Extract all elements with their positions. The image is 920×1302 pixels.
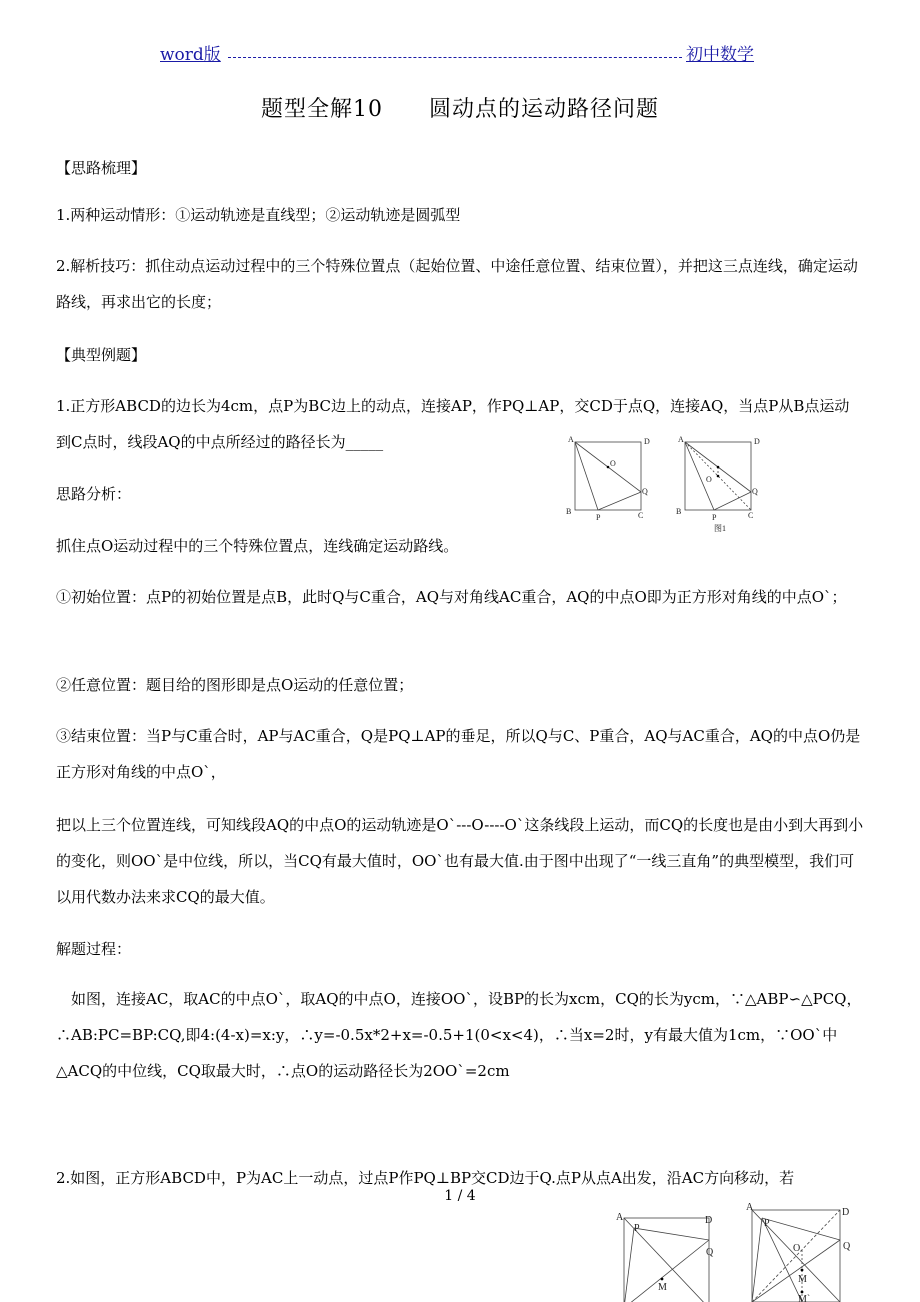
fig2-label-b: B — [676, 507, 682, 516]
paragraph-point-2: 2.解析技巧：抓住动点运动过程中的三个特殊位置点（起始位置、中途任意位置、结束位置），并把这三点连线，确定运动路线，再求出它的长度； — [56, 257, 858, 311]
solution-label: 解题过程： — [56, 940, 132, 958]
fig1-label-p: P — [596, 513, 601, 522]
page-title: 题型全解10 圆动点的运动路径问题 — [261, 97, 659, 122]
analysis-label: 思路分析： — [56, 485, 132, 503]
analysis-step-3: ③结束位置：当P与C重合时，AP与AC重合，Q是PQ⊥AP的垂足，所以Q与C、P重合，AQ与AC重合，AQ的中点O仍是正方形对角线的中点O`， — [56, 727, 861, 781]
figure-square-3 — [612, 1206, 724, 1302]
fig3-label-d: D — [705, 1215, 713, 1226]
header-right-link[interactable]: 初中数学 — [686, 45, 754, 65]
fig4-label-p: P — [764, 1218, 770, 1229]
fig1-label-b: B — [566, 507, 572, 516]
figure-square-1 — [562, 430, 662, 522]
header-divider — [228, 57, 682, 58]
fig3-label-m: M — [658, 1282, 667, 1293]
fig3-label-p: P — [634, 1223, 640, 1234]
figure-square-2 — [672, 430, 772, 536]
page-number: 1 / 4 — [444, 1188, 476, 1204]
section-heading-thinking: 【思路梳理】 — [56, 159, 147, 177]
fig2-label-o: O — [706, 475, 712, 484]
fig3-label-q: Q — [706, 1247, 714, 1258]
fig4-label-m: M — [798, 1274, 807, 1285]
fig2-label-d: D — [754, 437, 760, 446]
fig4-label-a: A — [746, 1202, 754, 1213]
figure-square-4 — [740, 1198, 860, 1302]
fig4-label-o: O — [793, 1243, 801, 1254]
fig3-label-a: A — [616, 1212, 624, 1223]
fig1-label-o: O — [610, 459, 616, 468]
question-2: 2.如图，正方形ABCD中，P为AC上一动点，过点P作PQ⊥BP交CD边于Q.点P从点A出发，沿AC方向移动，若 — [56, 1169, 795, 1187]
fig1-label-a: A — [568, 435, 574, 444]
fig1-label-c: C — [638, 511, 644, 520]
analysis-intro: 抓住点O运动过程中的三个特殊位置点，连线确定运动路线。 — [56, 537, 459, 555]
header-left-link[interactable]: word版 — [160, 45, 221, 65]
fig2-caption: 图1 — [714, 524, 726, 533]
solution-text: 如图，连接AC，取AC的中点O`，取AQ的中点O，连接OO`，设BP的长为xcm，CQ的长为ycm，∵△ABP∽△PCQ，∴AB:PC=BP:CQ,即4:(4-x)=x:y，∴y=-0.5x*2+x=-0.5+1(0<x<4)，∴当x=2时，y有最大值为1cm，∵OO`中△ACQ的中位线，CQ取最大时，∴点O的运动路径长为2OO`=2cm — [56, 990, 862, 1080]
paragraph-point-1: 1.两种运动情形：①运动轨迹是直线型；②运动轨迹是圆弧型 — [56, 206, 461, 224]
fig1-label-d: D — [644, 437, 650, 446]
fig2-label-p: P — [712, 513, 717, 522]
analysis-summary: 把以上三个位置连线，可知线段AQ的中点O的运动轨迹是O`---O----O`这条线段上运动，而CQ的长度也是由小到大再到小的变化，则OO`是中位线，所以，当CQ有最大值时，OO`也有最大值.由于图中出现了“一线三直角”的典型模型，我们可以用代数办法来求CQ的最大值。 — [56, 816, 864, 906]
fig4-label-q: Q — [843, 1241, 851, 1252]
fig1-label-q: Q — [642, 487, 648, 496]
fig2-label-q: Q — [752, 487, 758, 496]
section-heading-examples: 【典型例题】 — [56, 346, 147, 364]
fig2-label-a: A — [678, 435, 684, 444]
analysis-step-1: ①初始位置：点P的初始位置是点B，此时Q与C重合，AQ与对角线AC重合，AQ的中点O即为正方形对角线的中点O`； — [56, 588, 847, 606]
question-1: 1.正方形ABCD的边长为4cm，点P为BC边上的动点，连接AP，作PQ⊥AP，交CD于点Q，连接AQ，当点P从B点运动到C点时，线段AQ的中点所经过的路径长为_____ — [56, 397, 850, 451]
fig2-label-c: C — [748, 511, 754, 520]
fig4-label-m-prime: M` — [798, 1294, 811, 1302]
fig4-label-d: D — [842, 1207, 850, 1218]
analysis-step-2: ②任意位置：题目给的图形即是点O运动的任意位置； — [56, 676, 414, 694]
